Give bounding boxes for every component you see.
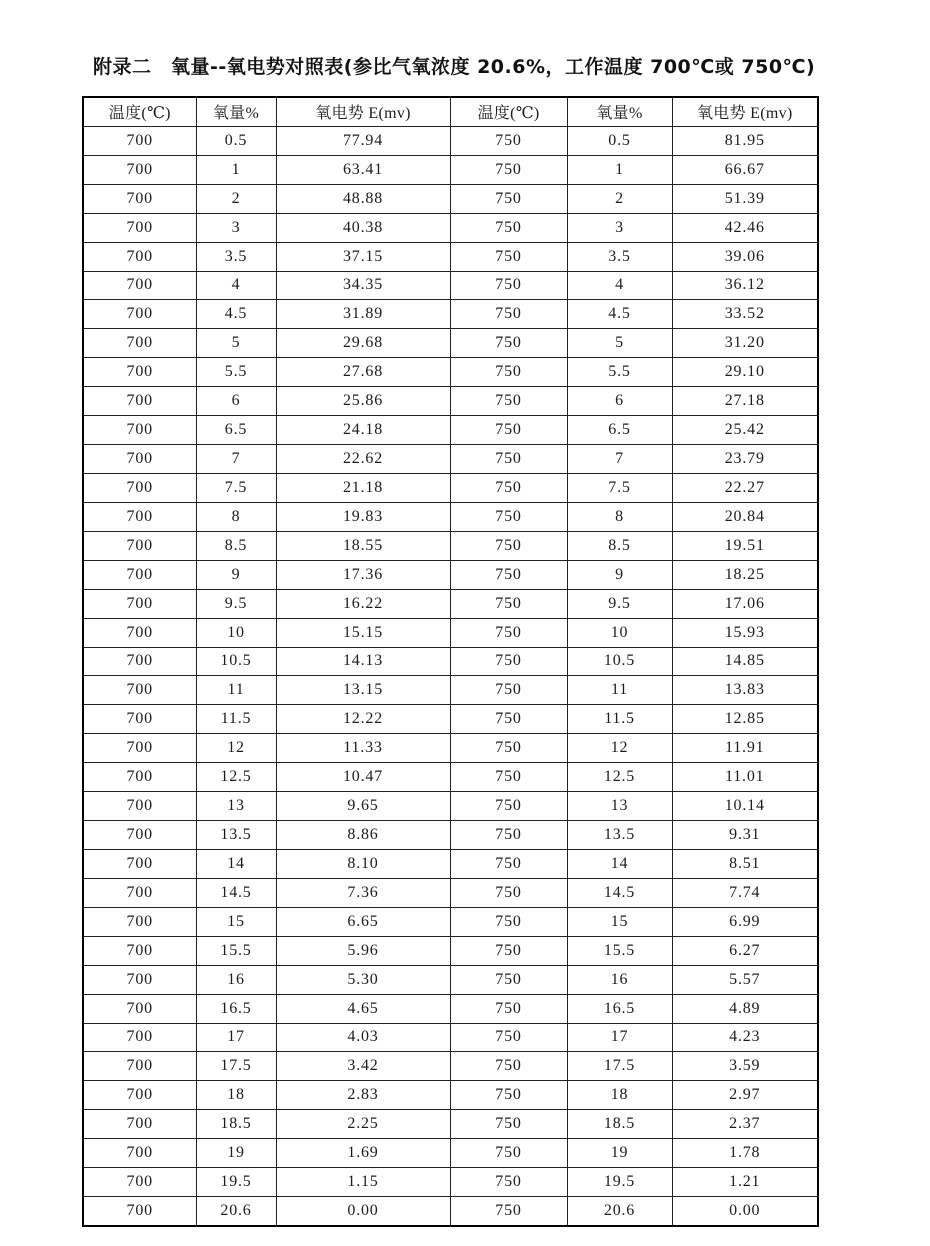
table-cell: 18 (196, 1081, 276, 1110)
table-cell: 2.97 (672, 1081, 818, 1110)
header-temp-left: 温度(℃) (83, 97, 196, 126)
table-cell: 7.5 (196, 473, 276, 502)
table-cell: 11.91 (672, 734, 818, 763)
table-cell: 5.96 (276, 936, 450, 965)
table-cell: 750 (450, 821, 567, 850)
table-row (83, 821, 818, 850)
table-cell: 750 (450, 907, 567, 936)
table-cell: 18.55 (276, 531, 450, 560)
table-cell: 10.47 (276, 763, 450, 792)
table-cell: 20.6 (196, 1197, 276, 1226)
table-cell: 750 (450, 1081, 567, 1110)
table-row (83, 994, 818, 1023)
table-cell: 700 (83, 1197, 196, 1226)
table-cell: 750 (450, 618, 567, 647)
table-row (83, 358, 818, 387)
table-row (83, 792, 818, 821)
table-cell: 6.5 (567, 416, 672, 445)
table-row (83, 560, 818, 589)
table-cell: 17.5 (196, 1052, 276, 1081)
table-cell: 11.5 (196, 705, 276, 734)
table-cell: 6.99 (672, 907, 818, 936)
table-cell: 15.93 (672, 618, 818, 647)
table-cell: 29.10 (672, 358, 818, 387)
header-potential-left: 氧电势 E(mv) (276, 97, 450, 126)
table-cell: 0.00 (672, 1197, 818, 1226)
table-cell: 700 (83, 387, 196, 416)
table-cell: 7.5 (567, 473, 672, 502)
table-cell: 14.13 (276, 647, 450, 676)
table-cell: 750 (450, 416, 567, 445)
table-cell: 750 (450, 705, 567, 734)
header-oxygen-left: 氧量% (196, 97, 276, 126)
table-cell: 1.69 (276, 1139, 450, 1168)
table-cell: 700 (83, 502, 196, 531)
table-cell: 750 (450, 271, 567, 300)
oxygen-potential-table (82, 96, 819, 1227)
table-cell: 4.89 (672, 994, 818, 1023)
table-cell: 750 (450, 1023, 567, 1052)
table-cell: 8.51 (672, 849, 818, 878)
table-cell: 10.14 (672, 792, 818, 821)
table-cell: 16 (196, 965, 276, 994)
header-oxygen-right: 氧量% (567, 97, 672, 126)
table-header-row (83, 97, 818, 126)
table-cell: 3.42 (276, 1052, 450, 1081)
table-cell: 19.5 (196, 1168, 276, 1197)
table-row (83, 907, 818, 936)
table-row (83, 763, 818, 792)
table-cell: 700 (83, 589, 196, 618)
table-cell: 29.68 (276, 329, 450, 358)
table-cell: 750 (450, 329, 567, 358)
table-cell: 750 (450, 647, 567, 676)
table-cell: 4 (196, 271, 276, 300)
table-cell: 18.5 (196, 1110, 276, 1139)
table-cell: 700 (83, 647, 196, 676)
table-cell: 3 (196, 213, 276, 242)
table-cell: 750 (450, 126, 567, 155)
table-cell: 750 (450, 473, 567, 502)
table-cell: 9.31 (672, 821, 818, 850)
table-cell: 23.79 (672, 445, 818, 474)
table-cell: 700 (83, 473, 196, 502)
table-cell: 19 (196, 1139, 276, 1168)
table-cell: 4.5 (196, 300, 276, 329)
table-row (83, 734, 818, 763)
table-cell: 750 (450, 560, 567, 589)
table-cell: 2.83 (276, 1081, 450, 1110)
table-cell: 0.00 (276, 1197, 450, 1226)
table-cell: 13.5 (196, 821, 276, 850)
table-cell: 14.5 (567, 878, 672, 907)
table-cell: 8.5 (567, 531, 672, 560)
table-cell: 31.20 (672, 329, 818, 358)
table-cell: 19.83 (276, 502, 450, 531)
table-cell: 750 (450, 734, 567, 763)
table-cell: 5.30 (276, 965, 450, 994)
table-cell: 3.59 (672, 1052, 818, 1081)
table-cell: 39.06 (672, 242, 818, 271)
table-cell: 13.5 (567, 821, 672, 850)
header-potential-right: 氧电势 E(mv) (672, 97, 818, 126)
table-cell: 40.38 (276, 213, 450, 242)
table-cell: 10.5 (567, 647, 672, 676)
table-cell: 10 (196, 618, 276, 647)
table-cell: 700 (83, 821, 196, 850)
table-cell: 24.18 (276, 416, 450, 445)
table-cell: 17.5 (567, 1052, 672, 1081)
table-cell: 9 (567, 560, 672, 589)
table-cell: 750 (450, 676, 567, 705)
table-cell: 18.25 (672, 560, 818, 589)
table-cell: 16 (567, 965, 672, 994)
table-cell: 700 (83, 1110, 196, 1139)
table-cell: 700 (83, 1081, 196, 1110)
table-cell: 33.52 (672, 300, 818, 329)
table-cell: 8 (196, 502, 276, 531)
table-cell: 7.74 (672, 878, 818, 907)
table-cell: 14.85 (672, 647, 818, 676)
table-cell: 700 (83, 965, 196, 994)
table-cell: 12.5 (567, 763, 672, 792)
table-cell: 21.18 (276, 473, 450, 502)
table-cell: 0.5 (196, 126, 276, 155)
table-cell: 5.57 (672, 965, 818, 994)
table-cell: 700 (83, 184, 196, 213)
table-row (83, 878, 818, 907)
table-cell: 1.78 (672, 1139, 818, 1168)
table-cell: 25.86 (276, 387, 450, 416)
table-cell: 27.18 (672, 387, 818, 416)
table-cell: 750 (450, 994, 567, 1023)
table-row (83, 965, 818, 994)
table-cell: 700 (83, 705, 196, 734)
table-row (83, 387, 818, 416)
table-cell: 17.06 (672, 589, 818, 618)
table-cell: 9.65 (276, 792, 450, 821)
table-cell: 700 (83, 213, 196, 242)
table-cell: 9.5 (567, 589, 672, 618)
table-cell: 15 (567, 907, 672, 936)
table-cell: 13.83 (672, 676, 818, 705)
table-cell: 700 (83, 936, 196, 965)
table-cell: 81.95 (672, 126, 818, 155)
table-cell: 3.5 (567, 242, 672, 271)
table-row (83, 1197, 818, 1226)
table-cell: 11 (567, 676, 672, 705)
table-cell: 6.5 (196, 416, 276, 445)
table-cell: 8.86 (276, 821, 450, 850)
table-row (83, 242, 818, 271)
table-cell: 13 (196, 792, 276, 821)
table-row (83, 936, 818, 965)
table-cell: 4.5 (567, 300, 672, 329)
table-cell: 12.5 (196, 763, 276, 792)
table-cell: 700 (83, 126, 196, 155)
table-cell: 3 (567, 213, 672, 242)
table-row (83, 184, 818, 213)
table-cell: 13 (567, 792, 672, 821)
table-row (83, 1052, 818, 1081)
table-cell: 9.5 (196, 589, 276, 618)
table-cell: 700 (83, 792, 196, 821)
table-cell: 750 (450, 589, 567, 618)
table-cell: 63.41 (276, 155, 450, 184)
table-row (83, 676, 818, 705)
table-cell: 5.5 (196, 358, 276, 387)
table-cell: 7 (567, 445, 672, 474)
table-cell: 7 (196, 445, 276, 474)
table-cell: 12.85 (672, 705, 818, 734)
table-cell: 750 (450, 213, 567, 242)
table-cell: 4 (567, 271, 672, 300)
table-cell: 700 (83, 1139, 196, 1168)
table-cell: 5.5 (567, 358, 672, 387)
table-cell: 750 (450, 184, 567, 213)
table-row (83, 300, 818, 329)
table-cell: 14.5 (196, 878, 276, 907)
table-cell: 750 (450, 965, 567, 994)
table-cell: 12.22 (276, 705, 450, 734)
table-cell: 700 (83, 271, 196, 300)
table-cell: 6 (196, 387, 276, 416)
table-cell: 700 (83, 300, 196, 329)
table-cell: 37.15 (276, 242, 450, 271)
table-cell: 750 (450, 242, 567, 271)
table-row (83, 1168, 818, 1197)
table-cell: 19 (567, 1139, 672, 1168)
table-cell: 12 (567, 734, 672, 763)
table-cell: 700 (83, 155, 196, 184)
table-row (83, 1023, 818, 1052)
table-cell: 14 (567, 849, 672, 878)
table-cell: 750 (450, 763, 567, 792)
table-row (83, 329, 818, 358)
table-row (83, 1110, 818, 1139)
table-cell: 4.23 (672, 1023, 818, 1052)
table-cell: 750 (450, 936, 567, 965)
table-cell: 2 (196, 184, 276, 213)
table-cell: 750 (450, 849, 567, 878)
table-cell: 750 (450, 445, 567, 474)
table-cell: 750 (450, 1197, 567, 1226)
table-cell: 750 (450, 300, 567, 329)
table-cell: 700 (83, 994, 196, 1023)
table-cell: 77.94 (276, 126, 450, 155)
table-row (83, 213, 818, 242)
table-cell: 750 (450, 387, 567, 416)
table-row (83, 849, 818, 878)
table-cell: 1.21 (672, 1168, 818, 1197)
table-cell: 11.01 (672, 763, 818, 792)
table-cell: 1 (567, 155, 672, 184)
table-cell: 750 (450, 1110, 567, 1139)
table-row (83, 647, 818, 676)
table-cell: 700 (83, 849, 196, 878)
table-row (83, 531, 818, 560)
table-cell: 750 (450, 531, 567, 560)
table-cell: 8.5 (196, 531, 276, 560)
table-cell: 31.89 (276, 300, 450, 329)
table-cell: 700 (83, 734, 196, 763)
table-cell: 700 (83, 560, 196, 589)
table-row (83, 416, 818, 445)
table-cell: 700 (83, 416, 196, 445)
table-cell: 750 (450, 878, 567, 907)
table-cell: 36.12 (672, 271, 818, 300)
table-cell: 0.5 (567, 126, 672, 155)
table-cell: 750 (450, 1052, 567, 1081)
table-cell: 34.35 (276, 271, 450, 300)
table-cell: 700 (83, 329, 196, 358)
table-row (83, 445, 818, 474)
table-row (83, 1081, 818, 1110)
header-temp-right: 温度(℃) (450, 97, 567, 126)
table-cell: 11 (196, 676, 276, 705)
table-cell: 6.27 (672, 936, 818, 965)
table-row (83, 155, 818, 184)
table-row (83, 271, 818, 300)
table-cell: 700 (83, 763, 196, 792)
table-cell: 1 (196, 155, 276, 184)
table-cell: 750 (450, 1168, 567, 1197)
table-cell: 11.5 (567, 705, 672, 734)
table-cell: 5 (567, 329, 672, 358)
table-cell: 17 (196, 1023, 276, 1052)
table-cell: 4.03 (276, 1023, 450, 1052)
table-cell: 700 (83, 242, 196, 271)
table-cell: 18.5 (567, 1110, 672, 1139)
table-cell: 16.5 (567, 994, 672, 1023)
table-cell: 66.67 (672, 155, 818, 184)
table-cell: 750 (450, 1139, 567, 1168)
table-cell: 14 (196, 849, 276, 878)
table-cell: 8 (567, 502, 672, 531)
table-cell: 22.62 (276, 445, 450, 474)
table-cell: 700 (83, 618, 196, 647)
table-cell: 27.68 (276, 358, 450, 387)
table-cell: 15.5 (196, 936, 276, 965)
table-cell: 17.36 (276, 560, 450, 589)
table-cell: 10 (567, 618, 672, 647)
table-cell: 700 (83, 1052, 196, 1081)
table-cell: 16.5 (196, 994, 276, 1023)
table-cell: 700 (83, 531, 196, 560)
table-cell: 7.36 (276, 878, 450, 907)
table-cell: 2.25 (276, 1110, 450, 1139)
table-cell: 700 (83, 1023, 196, 1052)
table-cell: 17 (567, 1023, 672, 1052)
table-cell: 750 (450, 792, 567, 821)
table-cell: 8.10 (276, 849, 450, 878)
table-row (83, 502, 818, 531)
table-cell: 16.22 (276, 589, 450, 618)
table-cell: 750 (450, 155, 567, 184)
table-row (83, 473, 818, 502)
table-cell: 15.5 (567, 936, 672, 965)
table-cell: 700 (83, 445, 196, 474)
table-cell: 19.51 (672, 531, 818, 560)
table-cell: 13.15 (276, 676, 450, 705)
table-row (83, 1139, 818, 1168)
table-cell: 750 (450, 502, 567, 531)
table-cell: 1.15 (276, 1168, 450, 1197)
table-cell: 11.33 (276, 734, 450, 763)
table-cell: 19.5 (567, 1168, 672, 1197)
table-cell: 6 (567, 387, 672, 416)
table-cell: 700 (83, 1168, 196, 1197)
table-cell: 6.65 (276, 907, 450, 936)
table-cell: 22.27 (672, 473, 818, 502)
table-cell: 700 (83, 878, 196, 907)
page-title: 附录二 氧量--氧电势对照表(参比气氧浓度 20.6%，工作温度 700℃或 750℃) (93, 56, 816, 78)
table-cell: 700 (83, 907, 196, 936)
table-row (83, 126, 818, 155)
table-row (83, 705, 818, 734)
table-cell: 25.42 (672, 416, 818, 445)
table-cell: 15.15 (276, 618, 450, 647)
table-cell: 750 (450, 358, 567, 387)
table-cell: 12 (196, 734, 276, 763)
table-cell: 51.39 (672, 184, 818, 213)
table-row (83, 618, 818, 647)
table-cell: 4.65 (276, 994, 450, 1023)
table-cell: 20.6 (567, 1197, 672, 1226)
table-cell: 2.37 (672, 1110, 818, 1139)
table-cell: 700 (83, 676, 196, 705)
table-cell: 3.5 (196, 242, 276, 271)
table-cell: 48.88 (276, 184, 450, 213)
table-cell: 9 (196, 560, 276, 589)
table-cell: 5 (196, 329, 276, 358)
table-cell: 700 (83, 358, 196, 387)
table-row (83, 589, 818, 618)
table-cell: 20.84 (672, 502, 818, 531)
table-cell: 18 (567, 1081, 672, 1110)
table-cell: 10.5 (196, 647, 276, 676)
table-cell: 15 (196, 907, 276, 936)
table-cell: 42.46 (672, 213, 818, 242)
table-cell: 2 (567, 184, 672, 213)
